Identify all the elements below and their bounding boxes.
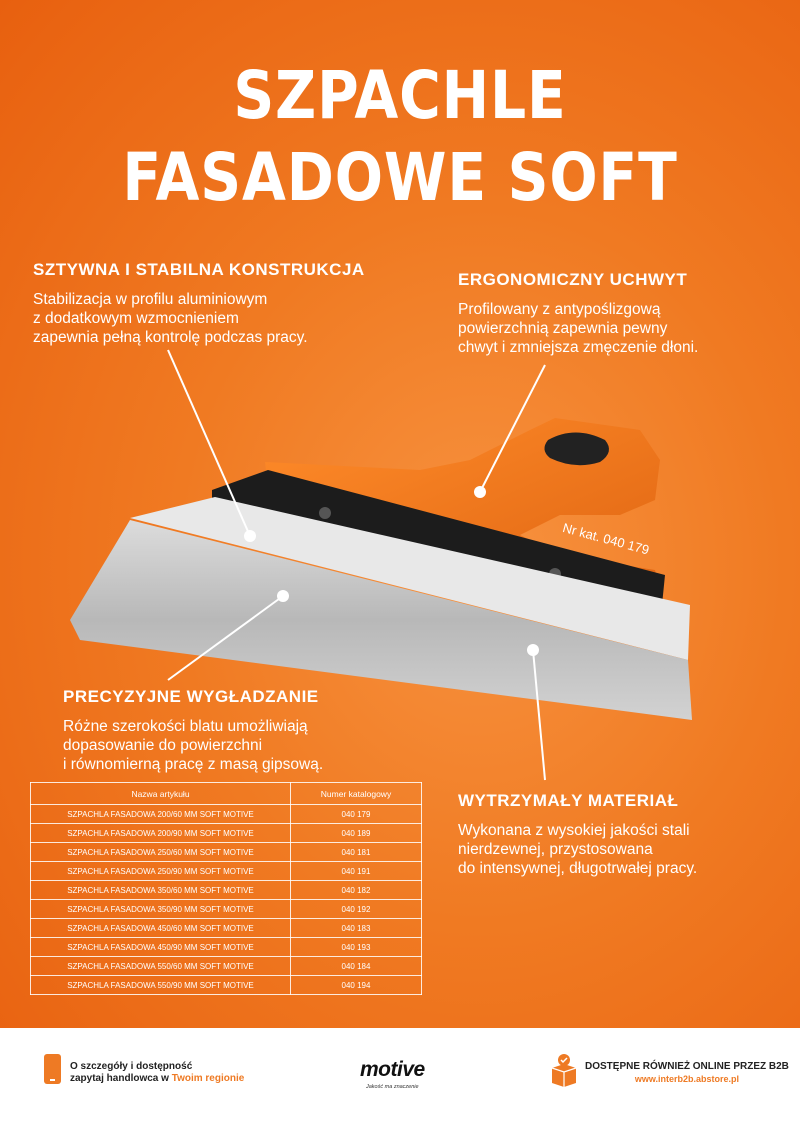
feature-heading: SZTYWNA I STABILNA KONSTRUKCJA (33, 260, 365, 279)
table-row (31, 900, 422, 919)
product-name: SZPACHLA FASADOWA 550/60 MM SOFT MOTIVE (31, 957, 291, 976)
footer (0, 1028, 800, 1122)
catalog-number: 040 194 (291, 976, 422, 995)
catalog-number: 040 183 (291, 919, 422, 938)
table-row (31, 919, 422, 938)
feature-text: Różne szerokości blatu umożliwiają dopasowanie do powierzchni i równomierną pracę z masą gipsową. (63, 718, 324, 773)
contact-region-link[interactable]: Twoim regionie (171, 1073, 245, 1084)
feature-heading: WYTRZYMAŁY MATERIAŁ (458, 791, 679, 810)
table-row (31, 938, 422, 957)
feature-heading: ERGONOMICZNY UCHWYT (458, 270, 688, 289)
b2b-url-link[interactable]: www.interb2b.abstore.pl (634, 1074, 740, 1084)
table-header-row (31, 783, 422, 805)
catalog-number: 040 191 (291, 862, 422, 881)
delivery-box-icon (549, 1053, 579, 1087)
table-row (31, 881, 422, 900)
catalog-number-label: Nr kat. 040 179 (561, 520, 651, 558)
feature-handle (458, 270, 698, 357)
product-name: SZPACHLA FASADOWA 550/90 MM SOFT MOTIVE (31, 976, 291, 995)
title-line-1: SZPACHLE (233, 57, 567, 134)
contact-line-1: O szczegóły i dostępność (70, 1061, 193, 1072)
feature-construction (33, 260, 365, 347)
table-row (31, 805, 422, 824)
table-row (31, 843, 422, 862)
product-name: SZPACHLA FASADOWA 350/60 MM SOFT MOTIVE (31, 881, 291, 900)
column-header-name: Nazwa artykułu (31, 783, 291, 805)
catalog-number: 040 182 (291, 881, 422, 900)
table-row (31, 862, 422, 881)
feature-text: Profilowany z antypoślizgową powierzchnią zapewnia pewny chwyt i zmniejsza zmęczenie dłoni. (458, 301, 699, 356)
product-name: SZPACHLA FASADOWA 200/60 MM SOFT MOTIVE (31, 805, 291, 824)
catalog-number: 040 179 (291, 805, 422, 824)
feature-text: Stabilizacja w profilu aluminiowym z dodatkowym wzmocnieniem zapewnia pełną kontrolę podczas pracy. (33, 291, 308, 346)
table-row (31, 824, 422, 843)
motive-logo (360, 1058, 440, 1098)
catalog-number: 040 189 (291, 824, 422, 843)
table-row (31, 957, 422, 976)
product-name: SZPACHLA FASADOWA 250/60 MM SOFT MOTIVE (31, 843, 291, 862)
product-name: SZPACHLA FASADOWA 450/90 MM SOFT MOTIVE (31, 938, 291, 957)
phone-icon (44, 1054, 61, 1084)
feature-smoothing (63, 687, 323, 774)
product-table (30, 782, 422, 995)
product-name: SZPACHLA FASADOWA 200/90 MM SOFT MOTIVE (31, 824, 291, 843)
logo-wordmark: motive (360, 1058, 425, 1081)
catalog-number: 040 193 (291, 938, 422, 957)
catalog-number: 040 192 (291, 900, 422, 919)
feature-text: Wykonana z wysokiej jakości stali nierdzewnej, przystosowana do intensywnej, długotrwałej pracy. (458, 822, 698, 877)
contact-info (70, 1061, 244, 1085)
b2b-line: DOSTĘPNE RÓWNIEŻ ONLINE PRZEZ B2B (585, 1061, 789, 1072)
catalog-number: 040 181 (291, 843, 422, 862)
feature-heading: PRECYZYJNE WYGŁADZANIE (63, 687, 319, 706)
table-row (31, 976, 422, 995)
product-name: SZPACHLA FASADOWA 350/90 MM SOFT MOTIVE (31, 900, 291, 919)
product-name: SZPACHLA FASADOWA 250/90 MM SOFT MOTIVE (31, 862, 291, 881)
title-line-2: FASADOWE SOFT (122, 139, 678, 216)
feature-material (458, 791, 697, 878)
b2b-info (585, 1060, 789, 1086)
contact-line-2: zapytaj handlowca w (70, 1073, 172, 1084)
column-header-catalog: Numer katalogowy (291, 783, 422, 805)
logo-slogan: Jakość ma znaczenie (366, 1084, 419, 1090)
catalog-number: 040 184 (291, 957, 422, 976)
product-name: SZPACHLA FASADOWA 450/60 MM SOFT MOTIVE (31, 919, 291, 938)
